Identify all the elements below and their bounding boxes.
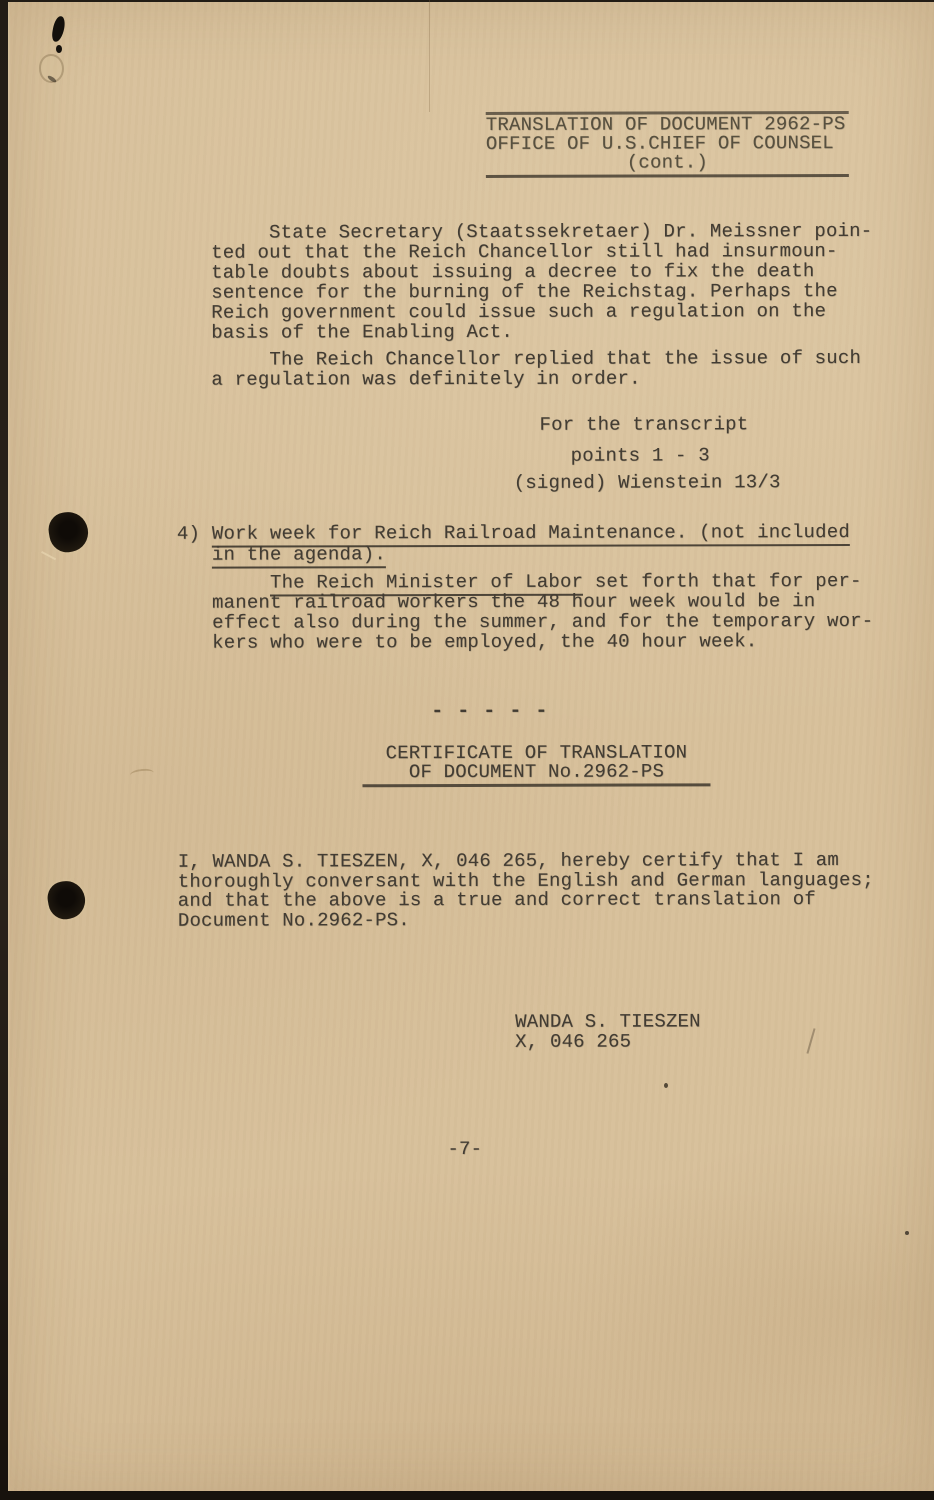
text-line: State Secretary (Staatssekretaer) Dr. Meissner poin- xyxy=(211,219,873,244)
text-line: a regulation was definitely in order. xyxy=(211,367,641,391)
text-line: table doubts about issuing a decree to fix the death xyxy=(211,260,815,284)
paper-crease xyxy=(429,0,430,112)
text-line: thoroughly conversant with the English and German languages; xyxy=(177,868,874,893)
page-number: -7- xyxy=(447,1137,483,1161)
text-line: kers who were to be employed, the 40 hour week. xyxy=(212,630,758,654)
signature-name: WANDA S. TIESZEN xyxy=(515,1010,701,1033)
paragraph-meissner xyxy=(211,221,873,343)
text-line xyxy=(212,522,850,544)
underlined-heading-text: in the agenda). xyxy=(212,543,386,568)
text-line: manent railroad workers the 48 hour week would be in xyxy=(211,590,816,614)
text-line: sentence for the burning of the Reichstag. Perhaps the xyxy=(211,280,838,304)
text-line: ted out that the Reich Chancellor still had insurmoun- xyxy=(211,240,838,264)
paragraph-chancellor xyxy=(211,348,861,390)
transcript-note: For the transcript xyxy=(539,413,749,436)
text-line: Reich government could issue such a regulation on the xyxy=(211,300,827,324)
text-line: effect also during the summer, and for the temporary wor- xyxy=(212,609,874,634)
certificate-heading xyxy=(362,743,710,787)
separator-dashes: - - - - - xyxy=(431,699,549,724)
text-line: The Reich Chancellor replied that the issue of such xyxy=(211,346,862,371)
ink-dot xyxy=(56,45,62,53)
text-span: set forth that for per- xyxy=(583,569,862,593)
transcript-signed: (signed) Wienstein 13/3 xyxy=(513,471,781,494)
text-line: Document No.2962-PS. xyxy=(177,908,410,932)
header-title: TRANSLATION OF DOCUMENT 2962-PS xyxy=(485,113,846,136)
paper-speck xyxy=(905,1231,909,1235)
item4-heading xyxy=(212,522,850,565)
text-line: and that the above is a true and correct translation of xyxy=(177,888,816,912)
underlined-phrase: The Reich Minister of Labor xyxy=(270,571,583,597)
transcript-points: points 1 - 3 xyxy=(570,444,710,467)
text-line: basis of the Enabling Act. xyxy=(211,320,513,344)
certificate-heading-line: CERTIFICATE OF TRANSLATION xyxy=(385,741,688,765)
certificate-heading-line: OF DOCUMENT No.2962-PS xyxy=(408,760,665,784)
paragraph-labor xyxy=(212,571,874,653)
paper-speck xyxy=(664,1083,668,1088)
header-cont: (cont.) xyxy=(626,151,708,174)
document-header-stamp xyxy=(486,111,849,178)
signature-block xyxy=(515,1011,701,1051)
text-line: I, WANDA S. TIESZEN, X, 046 265, hereby certify that I am xyxy=(177,849,840,873)
underlined-heading-text: Work week for Reich Railroad Maintenance. (not included xyxy=(212,521,850,548)
item4-number: 4) xyxy=(176,522,201,545)
certificate-body xyxy=(178,851,874,931)
header-office: OFFICE OF U.S.CHIEF OF COUNSEL xyxy=(485,132,834,155)
signature-id: X, 046 265 xyxy=(515,1030,632,1053)
